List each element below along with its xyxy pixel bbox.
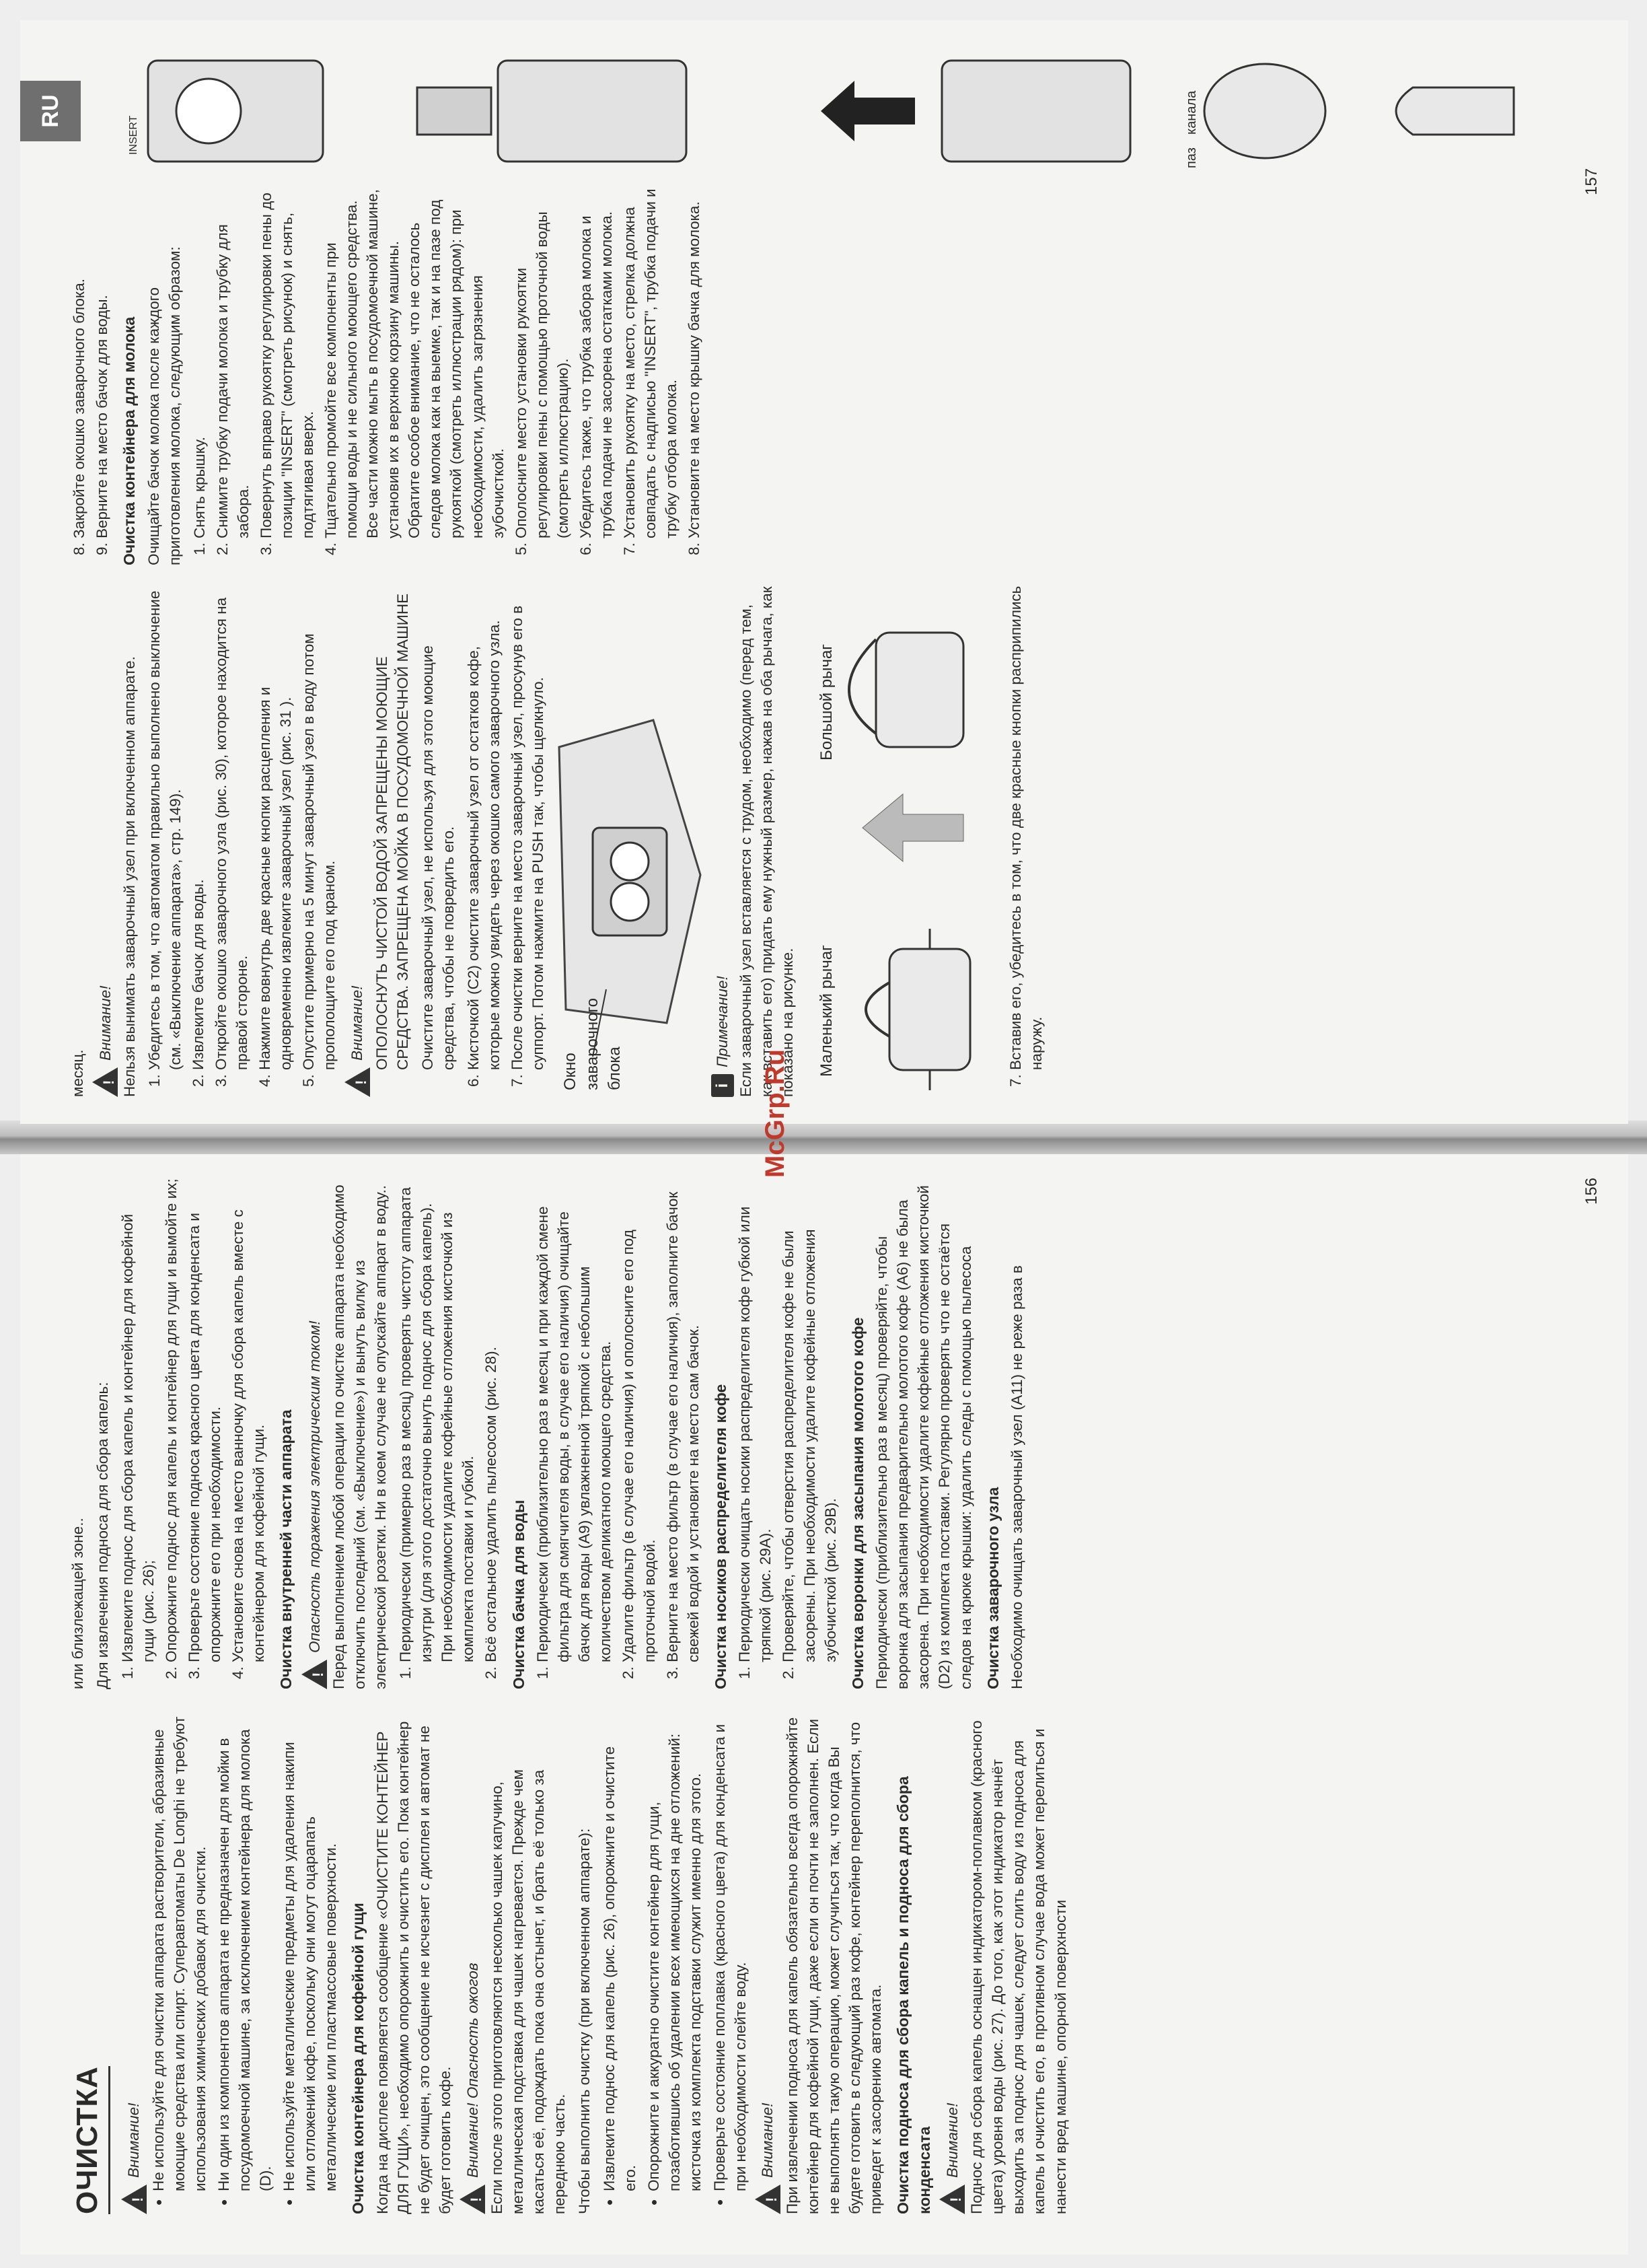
section-title: Очистка внутренней части аппарата (277, 1409, 295, 1689)
section-title: Очистка бачка для воды (509, 1499, 527, 1689)
list-item: 4. Нажмите вовнутрь две красные кнопки расцепления и одновременно извлеките заварочный узел (рис. 31 ). (254, 586, 296, 1070)
attention-note: ! Внимание! (755, 1716, 780, 2214)
figure-label-groove: паз (1184, 147, 1199, 168)
binding-gutter (0, 1121, 1647, 1154)
section-title: Очистка заварочного узла (984, 1487, 1002, 1689)
warning-icon (344, 1067, 370, 1097)
list-item: 8. Установите на место крышку бачка для молока. (684, 188, 704, 538)
warning-icon (939, 2185, 965, 2214)
tank-steps (532, 1178, 703, 1689)
list-item: 7. После очистки верните на место заварочный узел, просунув его в суппорт. Потом нажмите на PUSH так, чтобы щелкнуло. (507, 586, 548, 1070)
warning-icon (121, 2185, 147, 2214)
list-item: • Не используйте для очистки аппарата растворители, абразивные моющие средства или спирт. Суперавтоматы De Longhi не требуют использования химических добавок для очистки. (148, 1716, 211, 2191)
paragraph: Нельзя вынимать заварочный узел при включенном аппарате. (121, 656, 139, 1097)
list-item: 7. Вставив его, убедитесь в том, что две красные кнопки расприпились наружу. (1005, 586, 1047, 1070)
cleaning-steps (599, 1716, 750, 2214)
cleaning-warnings (148, 1716, 341, 2214)
page-number: 157 (1582, 168, 1601, 195)
paragraph: Для извлечения подноса для сбора капель: (94, 1382, 112, 1689)
paragraph: месяц. (69, 1049, 86, 1097)
right-column-1 (67, 586, 1554, 1097)
warning-icon (755, 2185, 780, 2214)
list-item: • Не используйте металлические предметы для удаления накипи или отложений кофе, поскольку они могут оцарапать металлические или пластмассовые поверхности. (279, 1716, 341, 2191)
list-item: 3. Проверьте состояние подноса красного цвета для конденсата и опорожните его при необходимости. (184, 1178, 225, 1662)
milk-container-steps (189, 188, 704, 565)
list-item: 2. Опорожните поднос для капель и контейнер для гущи и вымойте их; (161, 1178, 182, 1662)
figure-label-insert: INSERT (128, 115, 139, 155)
list-item: 1. Убедитесь в том, что автоматом правильно выполнено выключение (см. «Выключение аппарата», стр. 149). (144, 586, 186, 1070)
brew-unit-figure (552, 586, 707, 1097)
section-title: Очистка подноса для сбора капель и подноса для сбора конденсата (893, 1776, 933, 2214)
list-item: 1. Извлеките поднос для сбора капель и контейнер для кофейной гущи (рис. 26); (117, 1178, 159, 1662)
list-item: • Ни один из компонентов аппарата не предназначен для мойки в посудомоечной машине, за исключением контейнера для молока (D). (213, 1716, 276, 2191)
brew-unit-final-steps (1005, 586, 1047, 1097)
paragraph: Чтобы выполнить очистку (при включенном аппарате): (576, 1828, 593, 2214)
lever-figure (802, 586, 1004, 1097)
warning-icon (92, 1067, 118, 1097)
page-number: 156 (1582, 1177, 1601, 1205)
list-item: 7. Установить рукоятку на место, стрелка должна совпадать с надписью "INSERT", трубка подачи и трубку отбора молока. (619, 188, 682, 538)
attention-note: ! Внимание! (92, 586, 118, 1097)
page-157 (20, 20, 1628, 1124)
paragraph: Перед выполнением любой операции по очистке аппарата необходимо отключить последний (см. «Выключение») и вынуть вилку из электрической розетки. Ни в коем случае не опускайте аппарат в воду.. (330, 1184, 390, 1689)
note-box: i Примечание! (711, 586, 734, 1097)
list-item: • Опорожните и аккуратно очистите контейнер для гущи, позаботившись об удалении всех имеющихся на дне отложений: кисточка из комплекта подставки служит именно для этого. (643, 1716, 706, 2191)
list-item: 1. Периодически очищать носики распределителя кофе губкой или тряпкой (рис. 29А). (734, 1178, 776, 1662)
paragraph: Если заварочный узел вставляется с трудом, необходимо (перед тем, как вставить его) придать ему нужный размер, нажав на оба рычага, как показано на рисунке. (737, 586, 796, 1097)
paragraph: При извлечении подноса для капель обязательно всегда опорожняйте контейнер для кофейной гущи, даже если он почти не заполнен. Если не выполнять такую операцию, может случиться так, что когда Вы будете готовить в следующий раз кофе, контейнер переполнится, что приведет к засорению автомата. (783, 1717, 884, 2214)
paragraph: Очищайте бачок молока после каждого приготовления молока, следующим образом: (145, 246, 183, 565)
list-item: 3. Откройте окошко заварочного узла (рис. 30), которое находится на правой стороне. (211, 586, 252, 1070)
language-tab: RU (20, 81, 81, 141)
paragraph: Периодически (приблизительно раз в месяц) проверяйте, чтобы воронка для засыпания предварительно молотого кофе (A6) не была засорена. При необходимости удалите кофейные отложения кисточкой (D2) из комплекта поставки. Регулярно проверять что не остаётся следов на крюке крышки: удалить следы с помощью пылесоса (873, 1185, 974, 1689)
attention-note: ! Внимание! (344, 586, 370, 1097)
milk-container-illustrations (67, 47, 1547, 175)
internal-steps (395, 1178, 501, 1689)
electric-shock-icon (301, 1660, 327, 1689)
page-title: ОЧИСТКА (67, 2066, 110, 2214)
list-item: 3. Повернуть вправо рукоятку регулировки пены до позиции "INSERT" (смотреть рисунок) и снять, подтягивая вверх. (256, 188, 318, 538)
list-item: 1. Периодически (приблизительно раз в месяц и при каждой смене фильтра для смягчителя воды, в случае его наличия) очищайте бачок для воды (A9) увлажненной тряпкой с небольшим количеством деликатного моющего средства. (532, 1178, 616, 1662)
figure-label-window: Окно заварочного блока (560, 997, 624, 1090)
spout-steps (734, 1178, 840, 1689)
list-item: 4. Тщательно промойте все компоненты при помощи воды и не сильного моющего средства. Все части можно мыть в посудомоечной машине, установив их в верхнюю корзину машины. Обратите особое внимание, что не осталось следов молока как на выемке, так и на пазе под рукояткой (смотреть иллюстрации рядом): при необходимости, удалить загрязнения зубочисткой. (320, 188, 508, 538)
attention-note: ! Внимание! (939, 1716, 965, 2214)
figure-label-channel: канала (1184, 90, 1199, 135)
left-column-2 (67, 1178, 1554, 1689)
list-item: 3. Верните на место фильтр (в случае его наличия), заполните бачок свежей водой и установите на место сам бачок. (662, 1178, 704, 1662)
left-column-1 (67, 1716, 1554, 2214)
hot-surface-icon (460, 2185, 485, 2214)
attention-note: ! Внимание! (121, 1716, 147, 2214)
list-item: 5. Ополосните место установки рукоятки регулировки пены с помощью проточной воды (смотреть иллюстрацию). (511, 188, 573, 538)
brew-unit-steps (144, 586, 340, 1097)
list-item: 6. Кисточкой (С2) очистите заварочный узел от остатков кофе, которые можно увидеть через окошко самого заварочного узла. (463, 586, 505, 1070)
list-item: 2. Проверяйте, чтобы отверстия распределителя кофе не были засорены. При необходимости удалите кофейные отложения зубочисткой (рис. 29В). (778, 1178, 840, 1662)
section-title: Очистка носиков распределителя кофе (711, 1384, 729, 1689)
paragraph: Когда на дисплее появляется сообщение «ОЧИСТИТЕ КОНТЕЙНЕР ДЛЯ ГУЩИ», необходимо опорожнить и очистить его. Пока контейнер не будет очищен, это сообщение не исчезнет с дисплея и автомат не будет готовить кофе. (373, 1721, 454, 2214)
watermark: McGrp.Ru (760, 1049, 790, 1178)
tray-removal-steps (117, 1178, 269, 1689)
paragraph: Если после этого приготовляются несколько чашек капучино, металлическая подставка для чашек нагревается. Прежде чем касаться её, подождать пока она остынет, и брать её только за переднюю часть. (488, 1769, 569, 2214)
right-column-2 (67, 188, 1554, 565)
list-item: 6. Убедитесь также, что трубка забора молока и трубка подачи не засорена остатками молока. (575, 188, 617, 538)
list-item: 2. Всё остальное удалить пылесосом (рис. 28). (480, 1178, 501, 1662)
brew-unit-closing-steps (69, 188, 112, 565)
list-item: 2. Снимите трубку подачи молока и трубку для забора. (212, 188, 254, 538)
section-title: Очистка контейнера для молока (120, 316, 139, 565)
burn-warning: ! Внимание! Опасность ожогов (460, 1716, 485, 2214)
list-item: 4. Установите снова на место ванночку для сбора капель вместе с контейнером для кофейной гущи. (227, 1178, 269, 1662)
list-item: • Проверьте состояние поплавка (красного цвета) для конденсата и при необходимости слейте воду. (709, 1716, 751, 2191)
list-item: 2. Удалите фильтр (в случае его наличия) и ополосните его под проточной водой. (618, 1178, 659, 1662)
list-item: 5. Опустите примерно на 5 минут заварочный узел в воду потом прополощите его под краном. (298, 586, 340, 1070)
paragraph: Очистите заварочный узел, не используя для этого моющие средства, чтобы не повредить его. (418, 645, 457, 1070)
list-item: 1. Периодически (примерно раз в месяц) проверять чистоту аппарата изнутри (для этого достаточно вынуть поднос для сбора капель). При необходимости удалите кофейные отложения кисточкой из комплекта поставки и губкой. (395, 1178, 478, 1662)
paragraph: Поднос для сбора капель оснащен индикатором-поплавком (красного цвета) уровня воды (рис. 27). До того, как этот индикатор начнёт выходить за поднос для чашек, следует слить воду из подноса для капель и очистить его, в противном случае вода может перелиться и нанести вред машине, опорной поверхности (968, 1720, 1069, 2214)
paragraph: или близлежащей зоне.. (69, 1518, 86, 1689)
figure-label-small-lever: Маленький рычаг (817, 945, 836, 1077)
list-item: 1. Снять крышку. (189, 188, 210, 538)
section-title: Очистка контейнера для кофейной гущи (349, 1903, 367, 2214)
rinse-warning: ОПОЛОСНУТЬ ЧИСТОЙ ВОДОЙ ЗАПРЕЩЕНЫ МОЮЩИЕ СРЕДСТВА. ЗАПРЕЩЕНА МОЙКА В ПОСУДОМОЕЧНОЙ МАШИНЕ (373, 593, 411, 1070)
list-item: 8. Закройте окошко заварочного блока. (69, 188, 89, 538)
list-item: • Извлеките поднос для капель (рис. 26), опорожните и очистите его. (599, 1716, 640, 2191)
shock-warning: ! Опасность поражения электрическим током! (301, 1178, 327, 1689)
list-item: 9. Верните на место бачок для воды. (92, 188, 112, 538)
figure-label-big-lever: Большой рычаг (817, 644, 836, 760)
brew-unit-steps-continued (463, 586, 548, 1097)
milk-figures (67, 47, 1547, 175)
page-156 (20, 1151, 1628, 2255)
paragraph: Необходимо очищать заварочный узел (A11) не реже раза в (1009, 1265, 1026, 1689)
section-title: Очистка воронки для засыпания молотого кофе (848, 1317, 867, 1689)
info-icon: i (711, 1074, 734, 1097)
list-item: 2. Извлеките бачок для воды. (188, 586, 209, 1070)
